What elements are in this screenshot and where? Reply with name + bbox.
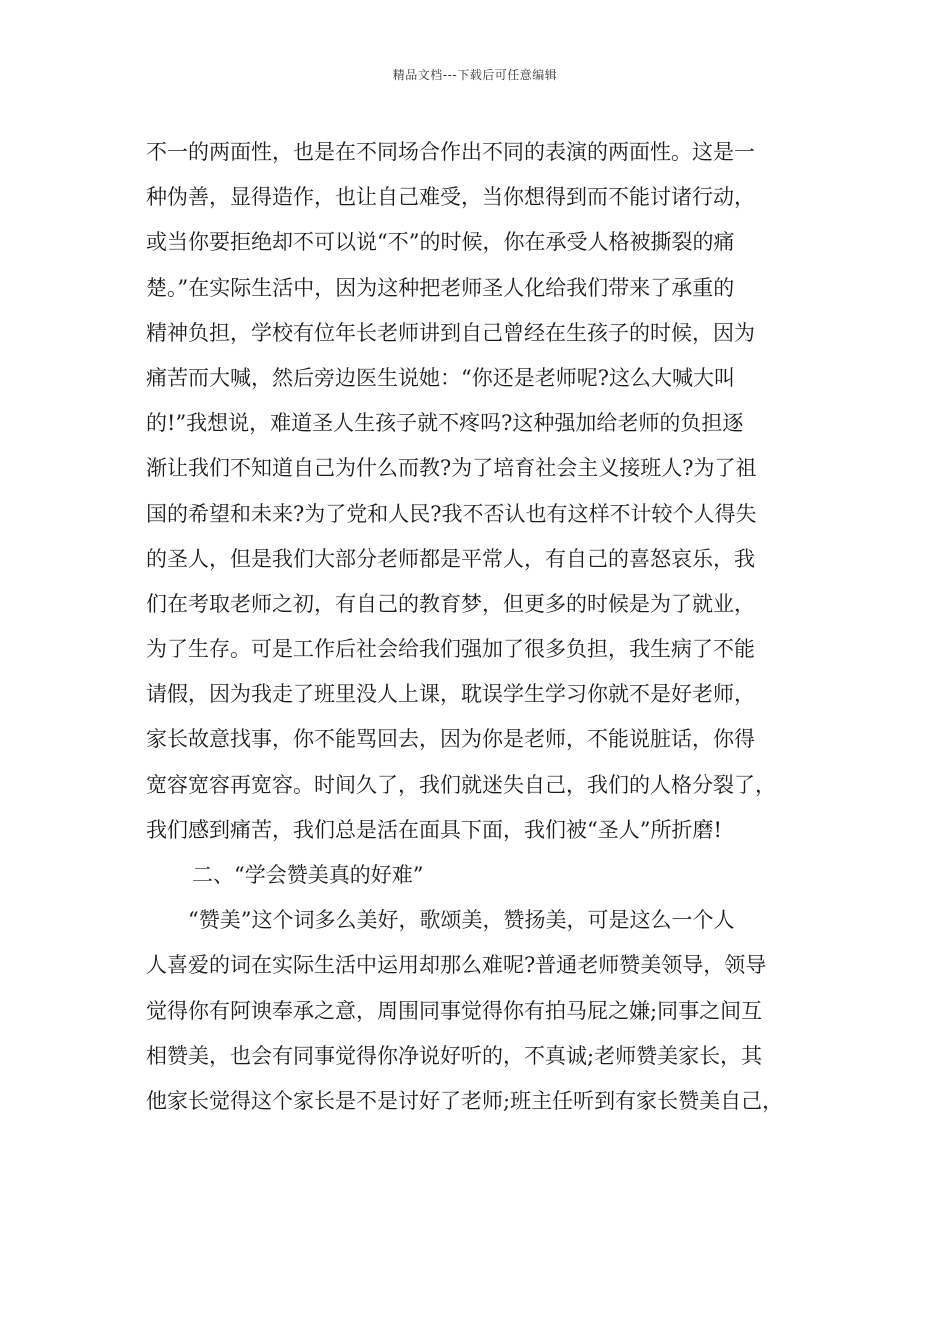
- text-line: 种伪善，显得造作，也让自己难受，当你想得到而不能讨诸行动，: [146, 185, 755, 210]
- text-line: 他家长觉得这个家长是不是讨好了老师;班主任听到有家长赞美自己，: [146, 1088, 784, 1113]
- page-header: 精品文档---下载后可任意编辑: [392, 68, 558, 82]
- text-line: 为了生存。可是工作后社会给我们强加了很多负担，我生病了不能: [146, 637, 755, 662]
- text-line: 或当你要拒绝却不可以说“不”的时候，你在承受人格被撕裂的痛: [146, 230, 735, 255]
- document-body: [146, 130, 826, 1124]
- text-line: 的圣人，但是我们大部分老师都是平常人，有自己的喜怒哀乐，我: [146, 546, 755, 571]
- text-line: 家长故意找事，你不能骂回去，因为你是老师，不能说脏话，你得: [146, 727, 755, 752]
- text-line: 相赞美，也会有同事觉得你净说好听的，不真诚;老师赞美家长，其: [146, 1043, 763, 1068]
- text-line: 们在考取老师之初，有自己的教育梦，但更多的时候是为了就业，: [146, 591, 755, 616]
- text-line: 人喜爱的词在实际生活中运用却那么难呢?普通老师赞美领导，领导: [146, 953, 767, 978]
- text-line: 的!”我想说，难道圣人生孩子就不疼吗?这种强加给老师的负担逐: [146, 411, 744, 436]
- text-line: 不一的两面性，也是在不同场合作出不同的表演的两面性。这是一: [146, 140, 755, 164]
- text-line: 我们感到痛苦，我们总是活在面具下面，我们被“圣人”所折磨!: [146, 817, 722, 842]
- text-line: 痛苦而大喊，然后旁边医生说她：“你还是老师呢?这么大喊大叫: [146, 365, 735, 390]
- text-line: 精神负担，学校有位年长老师讲到自己曾经在生孩子的时候，因为: [146, 320, 755, 345]
- section-heading: 二、“学会赞美真的好难”: [192, 863, 424, 887]
- text-line: 宽容宽容再宽容。时间久了，我们就迷失自己，我们的人格分裂了，: [146, 772, 776, 797]
- text-line: 楚。”在实际生活中，因为这种把老师圣人化给我们带来了承重的: [146, 275, 735, 300]
- text-line: 渐让我们不知道自己为什么而教?为了培育社会主义接班人?为了祖: [146, 456, 757, 481]
- text-line: “赞美”这个词多么美好，歌颂美，赞扬美，可是这么一个人: [188, 908, 735, 933]
- text-line: 国的希望和未来?为了党和人民?我不否认也有这样不计较个人得失: [146, 501, 757, 526]
- text-line: 请假，因为我走了班里没人上课，耽误学生学习你就不是好老师，: [146, 682, 755, 707]
- text-line: 觉得你有阿谀奉承之意，周围同事觉得你有拍马屁之嫌;同事之间互: [146, 998, 763, 1023]
